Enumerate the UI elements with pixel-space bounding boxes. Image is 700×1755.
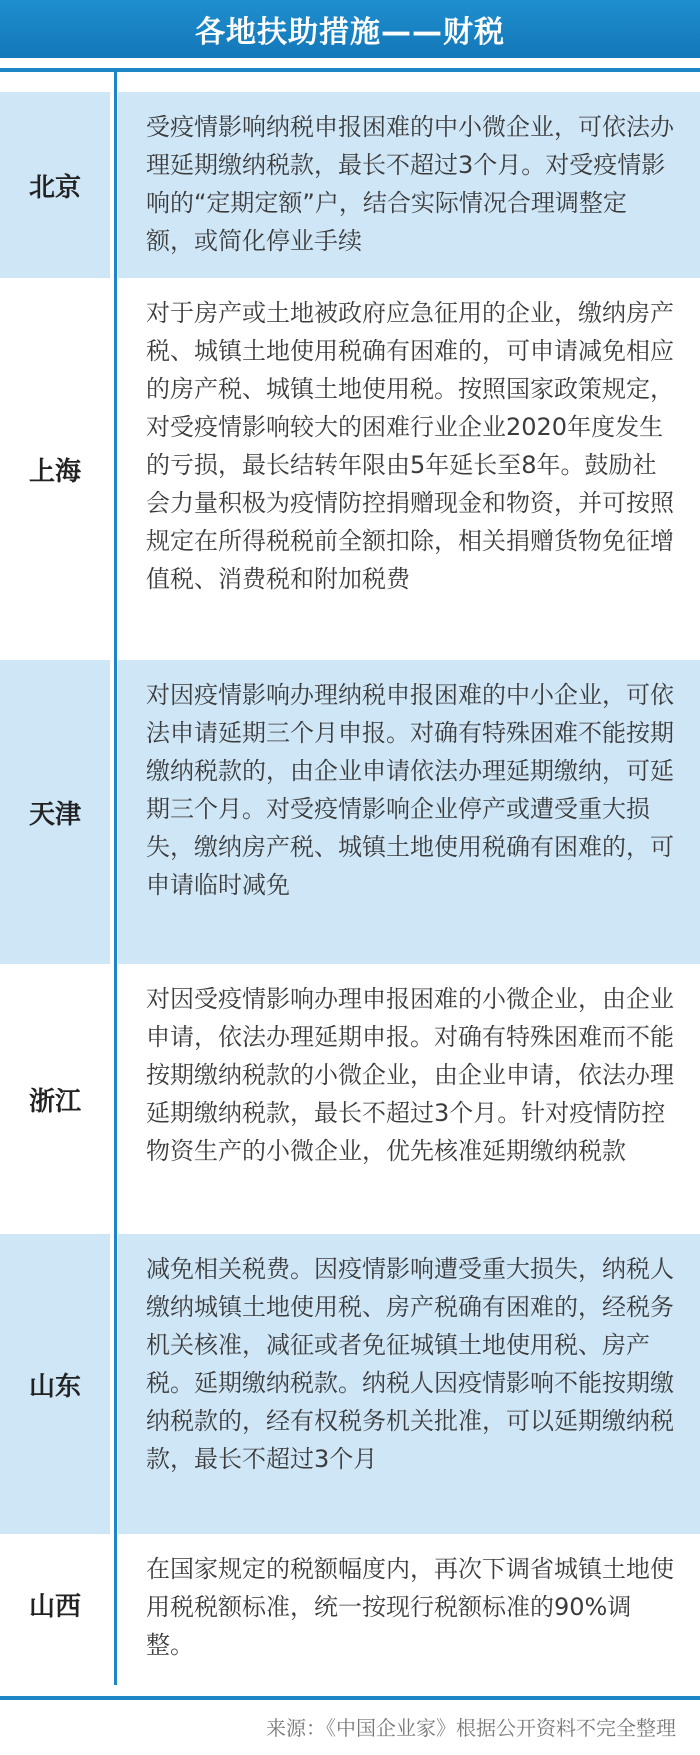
source-note: 来源：《中国企业家》根据公开资料不完全整理 xyxy=(266,1716,676,1740)
region-label: 山东 xyxy=(0,1234,110,1534)
region-label: 浙江 xyxy=(28,1086,81,1117)
bottom-divider xyxy=(0,1696,700,1700)
measure-text: 受疫情影响纳税申报困难的中小微企业，可依法办理延期缴纳税款，最长不超过3个月。对受疫情影响的“定期定额”户，结合实际情况合理调整定额，或简化停业手续 xyxy=(118,92,700,278)
header-banner xyxy=(0,0,700,58)
table-row-tianjin xyxy=(0,660,700,964)
measure-text: 对于房产或土地被政府应急征用的企业，缴纳房产税、城镇土地使用税确有困难的，可申请减免相应的房产税、城镇土地使用税。按照国家政策规定，对受疫情影响较大的困难行业企业2020年度发生的亏损，最长结转年限由5年延长至8年。鼓励社会力量积极为疫情防控捐赠现金和物资，并可按照规定在所得税税前全额扣除，相关捐赠货物免征增值税、消费税和附加税费 xyxy=(146,299,674,593)
table-row-shandong xyxy=(0,1234,700,1534)
region-label: 天津 xyxy=(0,660,110,964)
measure-text: 对因受疫情影响办理申报困难的小微企业，由企业申请，依法办理延期申报。对确有特殊困难而不能按期缴纳税款的小微企业，由企业申请，依法办理延期缴纳税款，最长不超过3个月。针对疫情防控物资生产的小微企业，优先核准延期缴纳税款 xyxy=(146,985,674,1165)
top-divider xyxy=(0,68,700,72)
table-row-beijing xyxy=(0,92,700,278)
page-title: 各地扶助措施——财税 xyxy=(195,15,505,50)
region-label: 上海 xyxy=(28,456,81,487)
measure-text: 减免相关税费。因疫情影响遭受重大损失，纳税人缴纳城镇土地使用税、房产税确有困难的，经税务机关核准，减征或者免征城镇土地使用税、房产税。延期缴纳税款。纳税人因疫情影响不能按期缴纳税款的，经有权税务机关批准，可以延期缴纳税款，最长不超过3个月 xyxy=(118,1234,700,1534)
table-row-shanxi xyxy=(0,1534,700,1674)
measures-table xyxy=(0,92,700,1674)
table-row-shanghai xyxy=(0,278,700,660)
measure-text: 在国家规定的税额幅度内，再次下调省城镇土地使用税税额标准，统一按现行税额标准的90%调整。 xyxy=(146,1555,674,1659)
region-label: 北京 xyxy=(0,92,110,278)
measure-text: 对因疫情影响办理纳税申报困难的中小企业，可依法申请延期三个月申报。对确有特殊困难不能按期缴纳税款的，由企业申请依法办理延期缴纳，可延期三个月。对受疫情影响企业停产或遭受重大损失，缴纳房产税、城镇土地使用税确有困难的，可申请临时减免 xyxy=(118,660,700,964)
region-label: 山西 xyxy=(28,1591,81,1622)
column-divider xyxy=(114,72,117,1685)
table-row-zhejiang xyxy=(0,964,700,1234)
